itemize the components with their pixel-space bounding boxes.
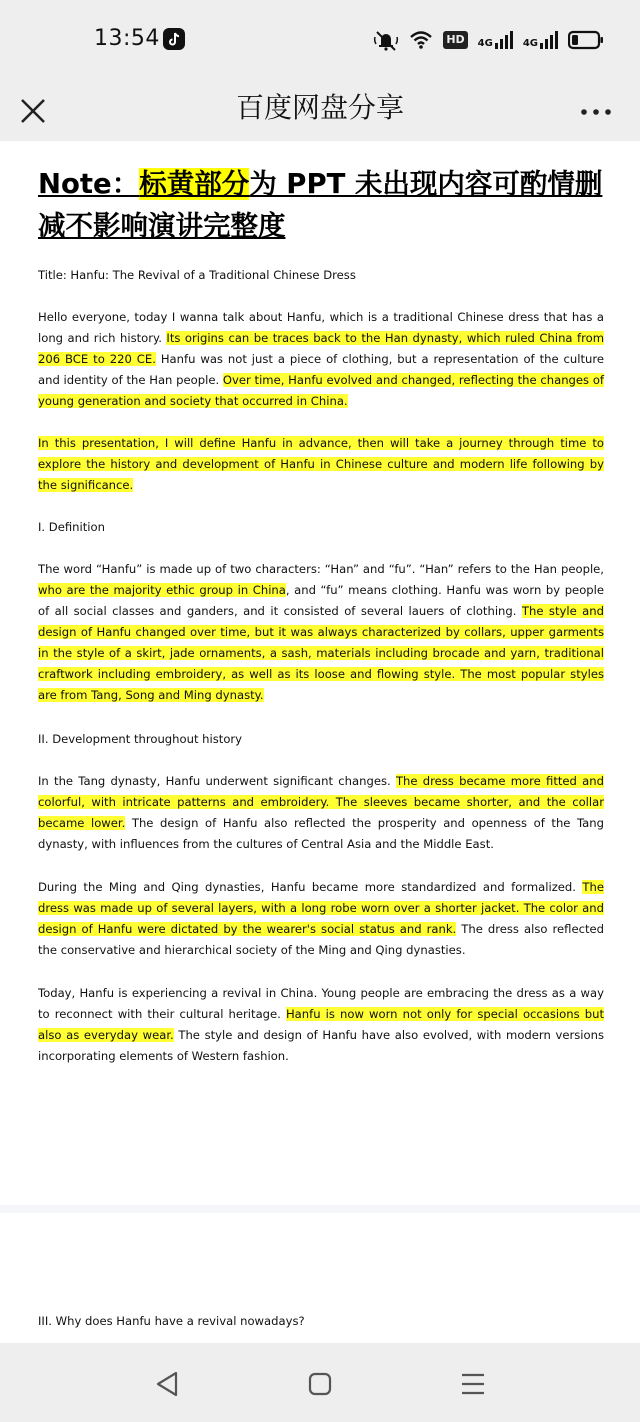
hd-badge: HD — [443, 31, 467, 49]
more-icon — [580, 90, 612, 130]
intro-text-2: Hanfu was not just a piece of clothing, but a representation of the culture and identity of the Han people. — [38, 352, 604, 387]
home-square-icon — [303, 1367, 337, 1401]
back-triangle-icon — [150, 1367, 184, 1401]
more-button[interactable] — [580, 90, 612, 130]
signal-4g-1 — [478, 31, 513, 49]
paragraph-definition — [38, 559, 604, 706]
intro-highlight-2: Over time, Hanfu evolved and changed, reflecting the changes of young generation and society that occurred in China. — [38, 373, 604, 408]
definition-highlight-2: The style and design of Hanfu changed over time, but it was always characterized by collars, upper garments in the style of a skirt, jade ornaments, a sash, materials including brocade and yarn, traditional craftwork including embroidery, as well as its loose and flowing style. The most popular styles are from Tang, Song and Ming dynasty. — [38, 604, 604, 702]
paragraph-tang — [38, 771, 604, 855]
nav-back-button[interactable] — [150, 1367, 184, 1401]
tiktok-notification-icon — [163, 28, 185, 50]
paragraph-presentation — [38, 433, 604, 496]
document-page-1[interactable] — [0, 141, 640, 1205]
paragraph-intro — [38, 307, 604, 412]
mute-bell-icon — [373, 28, 399, 52]
note-rest: 为 PPT 未出现内容可酌情删减不影响演讲完整度 — [38, 168, 603, 242]
signal-bars-icon — [495, 31, 513, 49]
ming-text-1: During the Ming and Qing dynasties, Hanfu became more standardized and formalized. — [38, 880, 583, 894]
presentation-highlight: In this presentation, I will define Hanfu in advance, then will take a journey through time to explore the history and development of Hanfu in Chinese culture and modern life following by the significance. — [38, 436, 604, 492]
definition-text-2: , and “fu” means clothing. Hanfu was worn by people of all social classes and ganders, and it consisted of several lauers of clothing. — [38, 583, 604, 618]
status-icons — [373, 26, 604, 54]
document-page-2[interactable] — [0, 1213, 640, 1343]
signal-4g-2 — [523, 31, 558, 49]
definition-text-1: The word “Hanfu” is made up of two characters: “Han” and “fu”. “Han” refers to the Han people, — [38, 562, 604, 576]
nav-menu-button[interactable] — [456, 1367, 490, 1401]
tang-text-2: The design of Hanfu also reflected the prosperity and openness of the Tang dynasty, with influences from the cultures of Central Asia and the Middle East. — [38, 816, 604, 851]
app-header — [0, 80, 640, 140]
intro-highlight-1: Its origins can be traces back to the Han dynasty, which ruled China from 206 BCE to 220 CE. — [38, 331, 604, 366]
definition-heading: I. Definition — [38, 520, 105, 534]
signal-bars-icon — [540, 31, 558, 49]
tang-highlight-1: The dress became more fitted and colorful, with intricate patterns and embroidery. The sleeves became shorter, and the collar became lower. — [38, 774, 604, 830]
today-text-2: The style and design of Hanfu have also evolved, with modern versions incorporating elements of Western fashion. — [38, 1028, 604, 1063]
note-highlight: 标黄部分 — [139, 168, 250, 200]
today-highlight-1: Hanfu is now worn not only for special occasions but also as everyday wear. — [38, 1007, 604, 1042]
tang-text-1: In the Tang dynasty, Hanfu underwent significant changes. — [38, 774, 396, 788]
ming-highlight-1: The dress was made up of several layers, with a long robe worn over a shorter jacket. The color and design of Hanfu were dictated by the wearer's social status and rank. — [38, 880, 604, 936]
paragraph-today — [38, 983, 604, 1067]
note-heading — [38, 163, 604, 247]
battery-icon — [568, 30, 604, 50]
page-title: 百度网盘分享 — [235, 91, 404, 124]
status-time: 13:54 — [94, 26, 160, 51]
signal-4g-2-label: 4G — [522, 38, 538, 49]
wifi-icon — [409, 30, 433, 50]
tiktok-glyph-icon — [163, 28, 185, 50]
note-prefix: Note： — [38, 168, 140, 200]
paragraph-ming — [38, 877, 604, 961]
menu-lines-icon — [456, 1367, 490, 1401]
why-heading: III. Why does Hanfu have a revival nowadays? — [38, 1314, 305, 1328]
nav-home-button[interactable] — [303, 1367, 337, 1401]
intro-text-1: Hello everyone, today I wanna talk about Hanfu, which is a traditional Chinese dress that has a long and rich history. — [38, 310, 604, 345]
today-text-1: Today, Hanfu is experiencing a revival in China. Young people are embracing the dress as a way to reconnect with their cultural heritage. — [38, 986, 604, 1021]
system-nav-bar — [0, 1343, 640, 1422]
development-heading: II. Development throughout history — [38, 732, 243, 746]
page-separator — [0, 1205, 640, 1213]
status-bar — [0, 0, 640, 80]
signal-4g-1-label: 4G — [477, 38, 493, 49]
doc-title: Title: Hanfu: The Revival of a Traditional Chinese Dress — [38, 268, 356, 282]
ming-text-2: The dress also reflected the conservative and hierarchical society of the Ming and Qing dynasties. — [38, 922, 604, 957]
definition-highlight-1: who are the majority ethic group in China — [38, 583, 286, 597]
